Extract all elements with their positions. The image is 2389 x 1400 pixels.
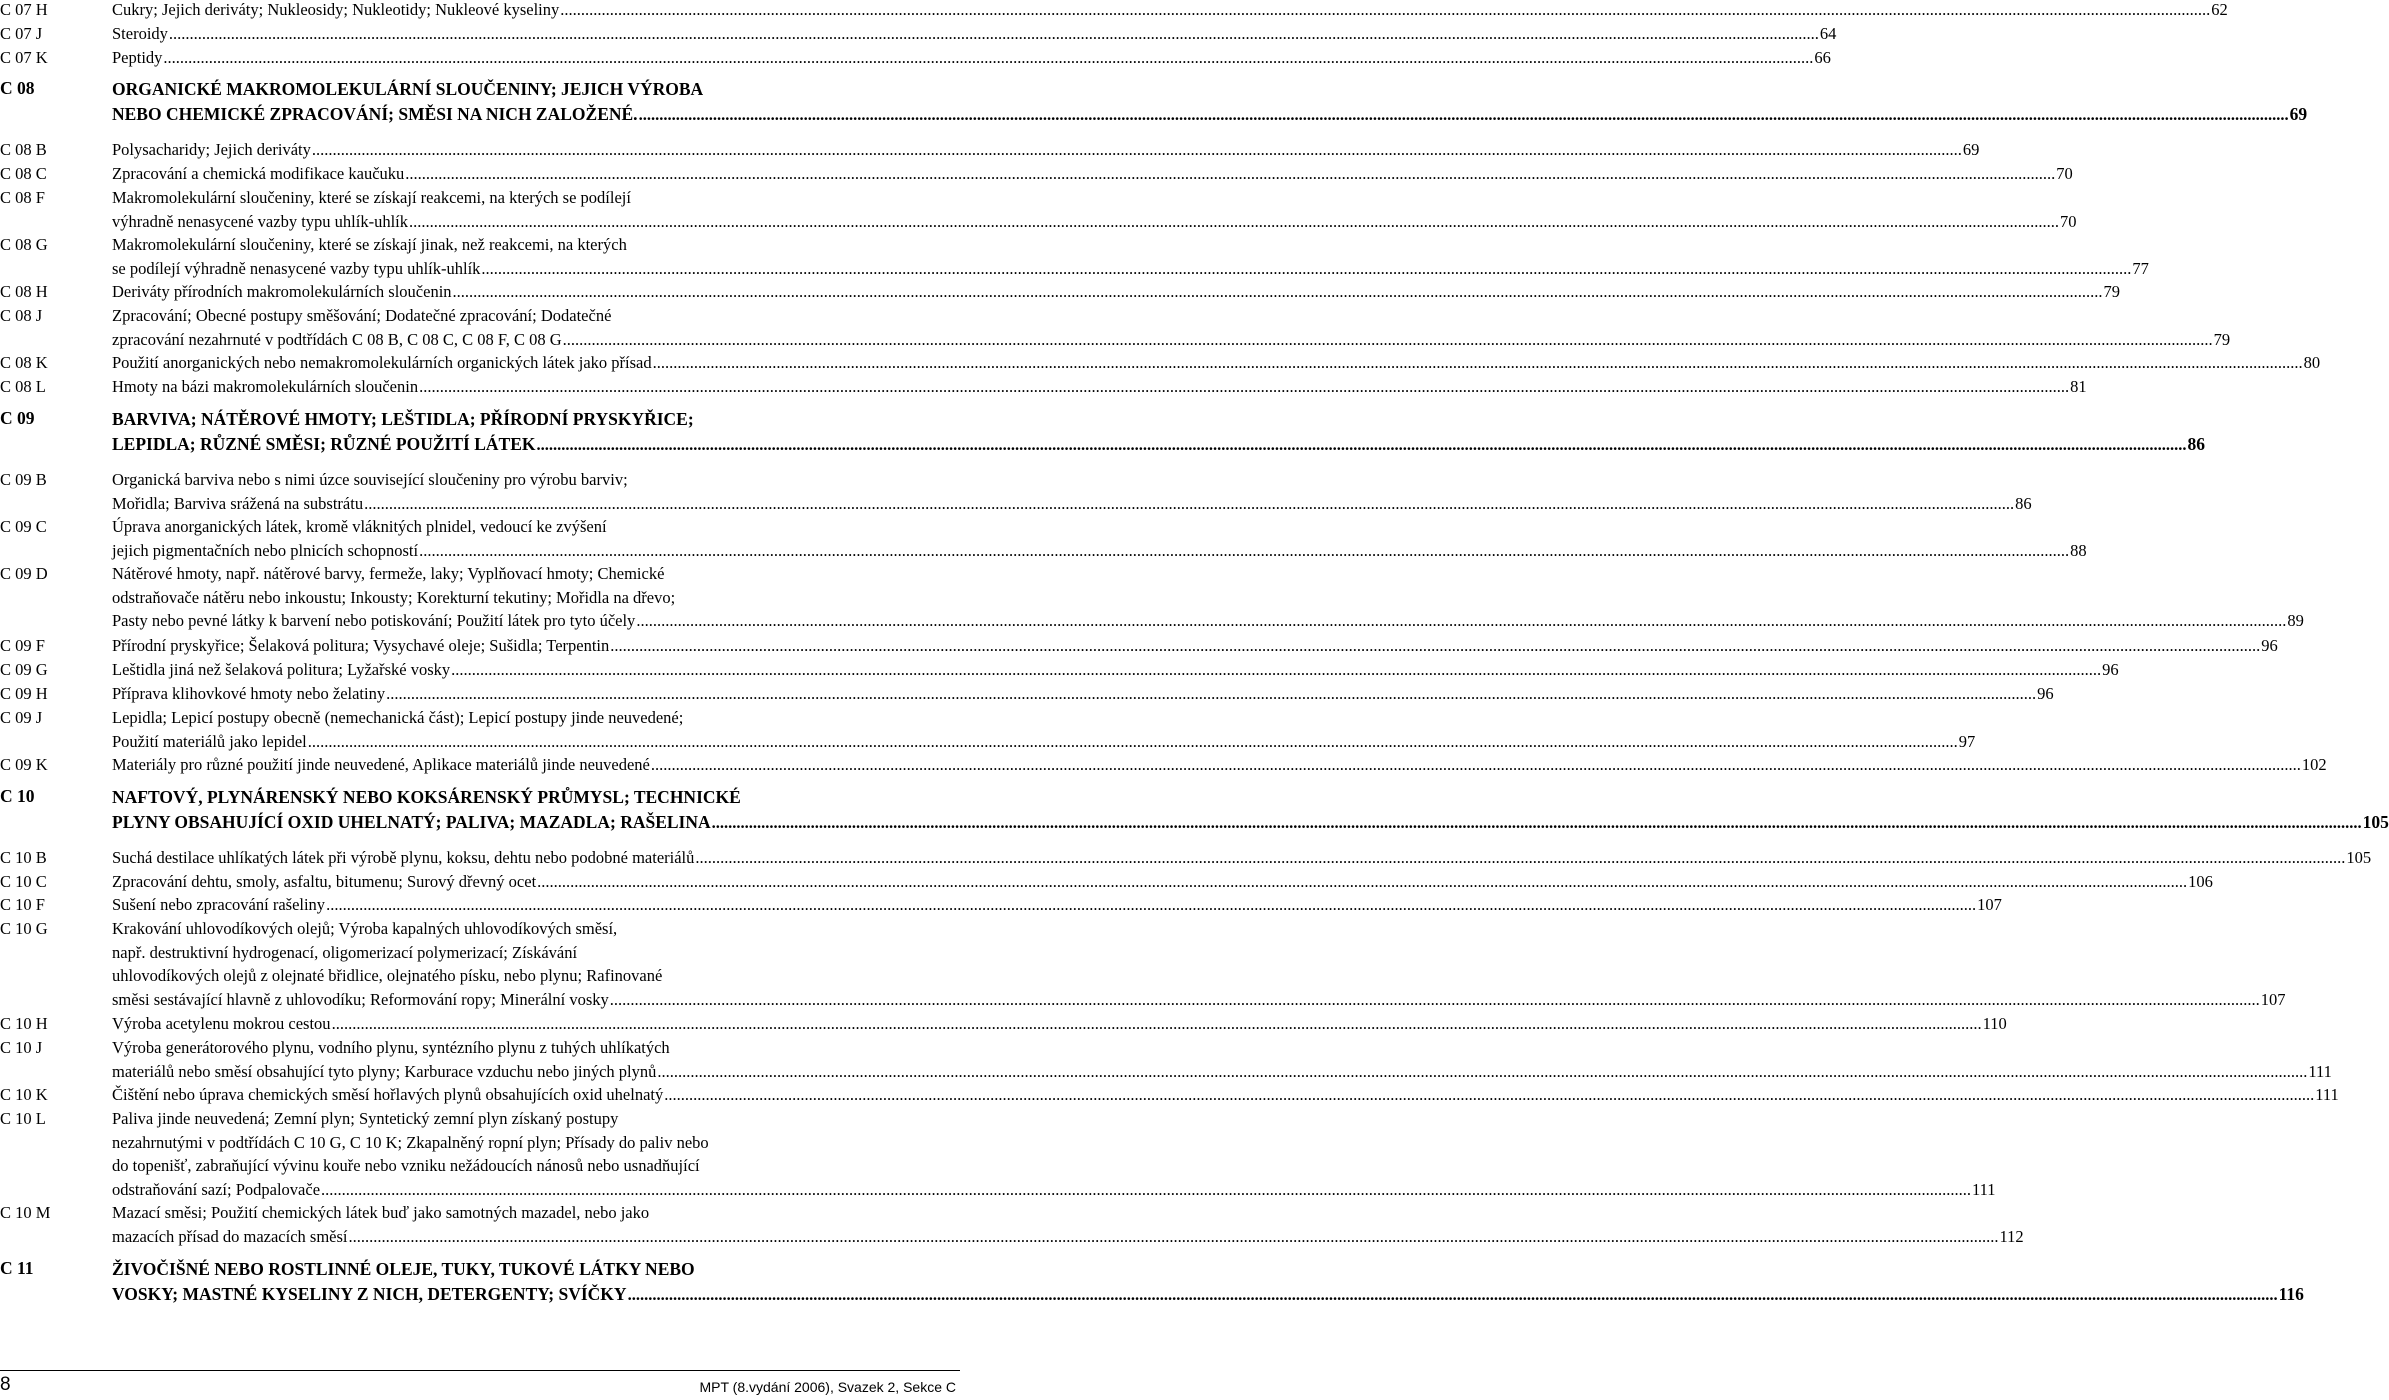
dot-leader: ................................................................................................................................................................................................................................................................................................................................................................................................................	[331, 1014, 1982, 1033]
toc-entry-last-line	[112, 1178, 1996, 1202]
dot-leader: ................................................................................................................................................................................................................................................................................................................................................................................................................	[348, 1226, 1999, 1246]
toc-entry-title-line: nezahrnutými v podtřídách C 10 G, C 10 K; Zkapalněný ropní plyn; Přísady do paliv nebo	[112, 1132, 709, 1152]
dot-leader: ................................................................................................................................................................................................................................................................................................................................................................................................................	[364, 493, 2015, 513]
toc-entry-last-line	[112, 1282, 2304, 1307]
toc-entry-title-line: Steroidy	[112, 24, 168, 43]
toc-entry-page-number: 69	[1962, 140, 1980, 159]
toc-entry-title-line: Hmoty na bázi makromolekulárních sloučenin	[112, 377, 419, 396]
toc-entry-title-line: NAFTOVÝ, PLYNÁRENSKÝ NEBO KOKSÁRENSKÝ PRŮMYSL; TECHNICKÉ	[112, 787, 741, 807]
toc-entry-page-number: 111	[2308, 1061, 2332, 1081]
toc-entry-page-number: 106	[2188, 872, 2213, 891]
toc-entry-page-number: 70	[2056, 164, 2073, 183]
toc-entry-title-line: Pasty nebo pevné látky k barvení nebo potiskování; Použití látek pro tyto účely	[112, 611, 636, 630]
toc-entry-last-line	[112, 22, 1837, 46]
dot-leader: ................................................................................................................................................................................................................................................................................................................................................................................................................	[695, 848, 2346, 867]
toc-entry-page-number: 111	[2315, 1085, 2339, 1104]
dot-leader: ................................................................................................................................................................................................................................................................................................................................................................................................................	[452, 282, 2103, 301]
toc-entry-title-line: se podílejí výhradně nenasycené vazby typu uhlík-uhlík	[112, 258, 481, 278]
toc-entry-title-line: Materiály pro různé použití jinde neuvedené, Aplikace materiálů jinde neuvedené	[112, 755, 650, 774]
toc-entry-last-line	[112, 810, 2389, 835]
toc-entry-code: C 07 K	[0, 48, 48, 67]
toc-entry-code: C 10 G	[0, 919, 48, 938]
toc-entry-title-line: Krakování uhlovodíkových olejů; Výroba kapalných uhlovodíkových směsí,	[112, 919, 618, 938]
toc-entry-title	[112, 682, 2054, 706]
toc-entry-page-number: 97	[1958, 731, 1976, 751]
toc-entry-title-line: Použití anorganických nebo nemakromolekulárních organických látek jako přísad	[112, 353, 652, 372]
toc-entry-title	[112, 562, 2304, 633]
toc-entry-code: C 10 K	[0, 1085, 48, 1104]
toc-entry-page-number: 86	[2015, 493, 2032, 513]
toc-entry-last-line	[112, 375, 2087, 399]
toc-entry-title	[112, 870, 2213, 894]
dot-leader: ................................................................................................................................................................................................................................................................................................................................................................................................................	[163, 48, 1814, 67]
toc-entry-page-number: 105	[2346, 848, 2372, 867]
toc-entry-title	[112, 162, 2073, 186]
toc-entry-title	[112, 138, 1980, 162]
dot-leader: ................................................................................................................................................................................................................................................................................................................................................................................................................	[326, 895, 1977, 914]
dot-leader: ................................................................................................................................................................................................................................................................................................................................................................................................................	[537, 872, 2188, 891]
toc-entry-code: C 08 L	[0, 377, 46, 396]
toc-entry-code: C 08 K	[0, 353, 48, 372]
dot-leader: ................................................................................................................................................................................................................................................................................................................................................................................................................	[307, 731, 1958, 751]
toc-entry-title	[112, 1201, 2024, 1248]
toc-entry-code: C 10 J	[0, 1038, 43, 1057]
toc-entry-title-line: odstraňování sazí; Podpalovače	[112, 1179, 321, 1199]
toc-entry-page-number: 79	[2103, 282, 2121, 301]
toc-entry-page-number: 112	[1999, 1226, 2024, 1246]
toc-entry-last-line	[112, 46, 1831, 70]
toc-entry-code: C 07 J	[0, 24, 43, 43]
toc-entry-title-line: Příprava klihovkové hmoty nebo želatiny	[112, 684, 386, 703]
toc-entry-last-line	[112, 870, 2213, 894]
toc-entry-last-line	[112, 328, 2231, 352]
toc-entry-title-line: zpracování nezahrnuté v podtřídách C 08 B, C 08 C, C 08 F, C 08 G	[112, 329, 562, 349]
toc-entry-title-line: NEBO CHEMICKÉ ZPRACOVÁNÍ; SMĚSI NA NICH ZALOŽENÉ.	[112, 103, 638, 124]
dot-leader: ................................................................................................................................................................................................................................................................................................................................................................................................................	[560, 0, 2211, 19]
toc-entry-title-line: výhradně nenasycené vazby typu uhlík-uhlík	[112, 211, 408, 231]
dot-leader: ................................................................................................................................................................................................................................................................................................................................................................................................................	[636, 611, 2287, 630]
toc-entry-page-number: 107	[2260, 989, 2286, 1009]
toc-entry-title-line: Zpracování; Obecné postupy směšování; Dodatečné zpracování; Dodatečné	[112, 306, 612, 325]
toc-entry-last-line	[112, 539, 2087, 563]
toc-entry-title-line: ŽIVOČIŠNÉ NEBO ROSTLINNÉ OLEJE, TUKY, TUKOVÉ LÁTKY NEBO	[112, 1259, 695, 1279]
toc-entry-title-line: Deriváty přírodních makromolekulárních sloučenin	[112, 282, 452, 301]
toc-entry-code: C 11	[0, 1258, 34, 1278]
toc-entry-title	[112, 1036, 2332, 1083]
toc-entry-title-line: Suchá destilace uhlíkatých látek při výrobě plynu, koksu, dehtu nebo podobné materiálů	[112, 848, 695, 867]
toc-entry-code: C 10	[0, 786, 35, 806]
toc-entry-title-line: materiálů nebo směsí obsahující tyto plyny; Karburace vzduchu nebo jiných plynů	[112, 1061, 657, 1081]
toc-entry-last-line	[112, 351, 2321, 375]
toc-entry-title-line: Úprava anorganických látek, kromě vláknitých plnidel, vedoucí ke zvýšení	[112, 517, 607, 536]
toc-entry-title	[112, 46, 1831, 70]
toc-entry-title-line: např. destruktivní hydrogenací, oligomerizací polymerizací; Získávání	[112, 942, 578, 962]
footer-rule	[0, 1370, 960, 1371]
toc-entry-code: C 09 H	[0, 684, 48, 703]
toc-entry-title-line: Mazací směsi; Použití chemických látek buď jako samotných mazadel, nebo jako	[112, 1203, 650, 1222]
toc-entry-code: C 08 H	[0, 282, 48, 301]
toc-entry-title	[112, 785, 2389, 834]
toc-entry-code: C 08 F	[0, 188, 45, 207]
toc-entry-last-line	[112, 893, 2002, 917]
footer-page-number: 8	[0, 1374, 11, 1395]
toc-entry-title-line: Přírodní pryskyřice; Šelaková politura; Vysychavé oleje; Sušidla; Terpentin	[112, 636, 610, 655]
toc-entry-title-line: ORGANICKÉ MAKROMOLEKULÁRNÍ SLOUČENINY; JEJICH VÝROBA	[112, 79, 704, 99]
toc-entry-page-number: 80	[2303, 353, 2321, 372]
toc-entry-last-line	[112, 609, 2304, 633]
toc-entry-last-line	[112, 0, 2228, 22]
toc-entry-last-line	[112, 102, 2308, 127]
toc-entry-code: C 10 C	[0, 872, 47, 891]
toc-entry-title-line: Makromolekulární sloučeniny, které se získají reakcemi, na kterých se podílejí	[112, 188, 631, 207]
toc-entry-title-line: uhlovodíkových olejů z olejnaté břidlice, olejnatého písku, nebo plynu; Rafinované	[112, 966, 663, 985]
dot-leader: ................................................................................................................................................................................................................................................................................................................................................................................................................	[711, 812, 2362, 832]
toc-entry-page-number: 107	[1977, 895, 2002, 914]
toc-entry-last-line	[112, 634, 2278, 658]
dot-leader: ................................................................................................................................................................................................................................................................................................................................................................................................................	[562, 329, 2213, 349]
toc-entry-page-number: 102	[2301, 755, 2327, 774]
toc-entry-last-line	[112, 210, 2077, 234]
dot-leader: ................................................................................................................................................................................................................................................................................................................................................................................................................	[638, 104, 2289, 124]
toc-entry-title-line: odstraňovače nátěru nebo inkoustu; Inkousty; Korekturní tekutiny; Mořidla na dřevo;	[112, 587, 676, 607]
toc-entry-page-number: 69	[2289, 103, 2308, 124]
toc-entry-code: C 08 C	[0, 164, 47, 183]
toc-entry-title-line: Výroba acetylenu mokrou cestou	[112, 1014, 331, 1033]
dot-leader: ................................................................................................................................................................................................................................................................................................................................................................................................................	[321, 1179, 1972, 1199]
toc-entry-page-number: 62	[2211, 0, 2228, 19]
toc-entry-page-number: 86	[2187, 433, 2205, 454]
toc-entry-code: C 07 H	[0, 0, 48, 19]
dot-leader: ................................................................................................................................................................................................................................................................................................................................................................................................................	[419, 540, 2070, 560]
dot-leader: ................................................................................................................................................................................................................................................................................................................................................................................................................	[451, 660, 2102, 679]
toc-entry-page-number: 81	[2070, 377, 2087, 396]
toc-entry-code: C 10 F	[0, 895, 45, 914]
toc-entry-title	[112, 917, 2286, 1011]
toc-entry-last-line	[112, 138, 1980, 162]
toc-entry-title-line: Zpracování a chemická modifikace kaučuku	[112, 164, 405, 183]
toc-entry-title	[112, 1107, 1996, 1201]
toc-entry-page-number: 88	[2070, 540, 2087, 560]
toc-entry-title	[112, 468, 2032, 515]
toc-entry-last-line	[112, 280, 2121, 304]
toc-entry-code: C 09 D	[0, 564, 48, 583]
toc-entry-last-line	[112, 1225, 2024, 1249]
toc-entry-code: C 10 B	[0, 848, 47, 867]
toc-entry-title-line: Nátěrové hmoty, např. nátěrové barvy, fermeže, laky; Vyplňovací hmoty; Chemické	[112, 564, 665, 583]
dot-leader: ................................................................................................................................................................................................................................................................................................................................................................................................................	[405, 164, 2056, 183]
toc-entry-last-line	[112, 432, 2205, 457]
toc-entry-title-line: Paliva jinde neuvedená; Zemní plyn; Syntetický zemní plyn získaný postupy	[112, 1109, 619, 1128]
toc-entry-code: C 09	[0, 408, 35, 428]
toc-entry-last-line	[112, 682, 2054, 706]
toc-entry-title-line: Výroba generátorového plynu, vodního plynu, syntézního plynu z tuhých uhlíkatých	[112, 1038, 670, 1057]
toc-entry-last-line	[112, 1083, 2339, 1107]
toc-entry-title	[112, 0, 2228, 22]
toc-entry-title-line: BARVIVA; NÁTĚROVÉ HMOTY; LEŠTIDLA; PŘÍRODNÍ PRYSKYŘICE;	[112, 409, 694, 429]
toc-entry-title-line: PLYNY OBSAHUJÍCÍ OXID UHELNATÝ; PALIVA; MAZADLA; RAŠELINA	[112, 811, 711, 832]
toc-entry-page-number: 70	[2060, 211, 2077, 231]
dot-leader: ................................................................................................................................................................................................................................................................................................................................................................................................................	[657, 1061, 2308, 1081]
toc-entry-title-line: Mořidla; Barviva srážená na substrátu	[112, 493, 364, 513]
toc-entry-title-line: Organická barviva nebo s nimi úzce související sloučeniny pro výrobu barviv;	[112, 470, 628, 489]
dot-leader: ................................................................................................................................................................................................................................................................................................................................................................................................................	[609, 989, 2260, 1009]
toc-entry-title-line: mazacích přísad do mazacích směsí	[112, 1226, 348, 1246]
dot-leader: ................................................................................................................................................................................................................................................................................................................................................................................................................	[168, 24, 1819, 43]
toc-entry-page-number: 64	[1819, 24, 1837, 43]
toc-entry-title	[112, 280, 2121, 304]
dot-leader: ................................................................................................................................................................................................................................................................................................................................................................................................................	[409, 211, 2059, 231]
toc-entry-title	[112, 375, 2087, 399]
toc-entry-title	[112, 77, 2308, 126]
toc-entry-last-line	[112, 753, 2327, 777]
dot-leader: ................................................................................................................................................................................................................................................................................................................................................................................................................	[386, 684, 2037, 703]
toc-entry-code: C 09 G	[0, 660, 48, 679]
toc-entry-title	[112, 658, 2119, 682]
toc-entry-page-number: 66	[1814, 48, 1831, 67]
toc-entry-code: C 09 F	[0, 636, 45, 655]
toc-entry-title	[112, 893, 2002, 917]
dot-leader: ................................................................................................................................................................................................................................................................................................................................................................................................................	[419, 377, 2070, 396]
toc-entry-title-line: Sušení nebo zpracování rašeliny	[112, 895, 326, 914]
toc-entry-last-line	[112, 988, 2286, 1012]
toc-entry-code: C 10 L	[0, 1109, 46, 1128]
toc-entry-title	[112, 186, 2077, 233]
toc-entry-title	[112, 706, 1976, 753]
toc-entry-title	[112, 515, 2087, 562]
dot-leader: ................................................................................................................................................................................................................................................................................................................................................................................................................	[627, 1284, 2278, 1304]
toc-entry-last-line	[112, 846, 2372, 870]
dot-leader: ................................................................................................................................................................................................................................................................................................................................................................................................................	[664, 1085, 2315, 1104]
toc-entry-title-line: VOSKY; MASTNÉ KYSELINY Z NICH, DETERGENTY; SVÍČKY	[112, 1283, 627, 1304]
dot-leader: ................................................................................................................................................................................................................................................................................................................................................................................................................	[481, 258, 2132, 278]
toc-entry-title-line: LEPIDLA; RŮZNÉ SMĚSI; RŮZNÉ POUŽITÍ LÁTEK	[112, 433, 536, 454]
toc-entry-title	[112, 407, 2205, 456]
toc-entry-title-line: směsi sestávající hlavně z uhlovodíku; Reformování ropy; Minerální vosky	[112, 989, 609, 1009]
toc-entry-code: C 08 J	[0, 306, 43, 325]
toc-entry-last-line	[112, 492, 2032, 516]
footer-source: MPT (8.vydání 2006), Svazek 2, Sekce C	[699, 1379, 956, 1395]
toc-entry-page-number: 111	[1972, 1179, 1996, 1199]
toc-entry-code: C 08	[0, 78, 35, 98]
toc-entry-last-line	[112, 162, 2073, 186]
toc-entry-title-line: do topenišť, zabraňující vývinu kouře nebo vzniku nežádoucích nánosů nebo usnadňující	[112, 1156, 700, 1175]
dot-leader: ................................................................................................................................................................................................................................................................................................................................................................................................................	[311, 140, 1962, 159]
toc-entry-title-line: Leštidla jiná než šelaková politura; Lyžařské vosky	[112, 660, 451, 679]
toc-entry-code: C 10 H	[0, 1014, 48, 1033]
toc-entry-page-number: 77	[2132, 258, 2149, 278]
toc-entry-title-line: Peptidy	[112, 48, 163, 67]
toc-entry-last-line	[112, 257, 2149, 281]
toc-entry-title	[112, 351, 2321, 375]
toc-entry-code: C 08 B	[0, 140, 47, 159]
toc-entry-title	[112, 1012, 2007, 1036]
toc-entry-title	[112, 753, 2327, 777]
toc-entry-code: C 09 K	[0, 755, 48, 774]
toc-entry-title	[112, 1083, 2339, 1107]
toc-entry-last-line	[112, 658, 2119, 682]
toc-entry-page-number: 105	[2362, 811, 2389, 832]
toc-entry-page-number: 110	[1982, 1014, 2007, 1033]
toc-entry-title	[112, 1257, 2304, 1306]
toc-entry-page-number: 96	[2261, 636, 2278, 655]
toc-entry-title	[112, 846, 2372, 870]
toc-entry-title-line: Lepidla; Lepicí postupy obecně (nemechanická část); Lepicí postupy jinde neuvedené;	[112, 708, 684, 727]
toc-entry-code: C 10 M	[0, 1203, 51, 1222]
dot-leader: ................................................................................................................................................................................................................................................................................................................................................................................................................	[610, 636, 2261, 655]
toc-entry-page-number: 116	[2278, 1283, 2304, 1304]
toc-entry-title-line: jejich pigmentačních nebo plnicích schopností	[112, 540, 419, 560]
toc-entry-code: C 08 G	[0, 235, 48, 254]
dot-leader: ................................................................................................................................................................................................................................................................................................................................................................................................................	[536, 434, 2187, 454]
toc-entry-page-number: 89	[2287, 611, 2304, 630]
toc-entry-page-number: 96	[2037, 684, 2054, 703]
toc-entry-last-line	[112, 730, 1976, 754]
toc-entry-title-line: Cukry; Jejich deriváty; Nukleosidy; Nukleotidy; Nukleové kyseliny	[112, 0, 560, 19]
toc-entry-title-line: Čištění nebo úprava chemických směsí hořlavých plynů obsahujících oxid uhelnatý	[112, 1085, 664, 1104]
toc-entry-title-line: Zpracování dehtu, smoly, asfaltu, bitumenu; Surový dřevný ocet	[112, 872, 537, 891]
toc-entry-title-line: Makromolekulární sloučeniny, které se získají jinak, než reakcemi, na kterých	[112, 235, 627, 254]
toc-entry-code: C 09 B	[0, 470, 47, 489]
dot-leader: ................................................................................................................................................................................................................................................................................................................................................................................................................	[650, 755, 2301, 774]
toc-entry-page-number: 96	[2102, 660, 2119, 679]
toc-entry-title-line: Polysacharidy; Jejich deriváty	[112, 140, 311, 159]
toc-entry-title	[112, 304, 2231, 351]
toc-entry-code: C 09 C	[0, 517, 47, 536]
toc-entry-title	[112, 634, 2278, 658]
toc-entry-code: C 09 J	[0, 708, 43, 727]
toc-entry-last-line	[112, 1012, 2007, 1036]
toc-entry-last-line	[112, 1060, 2332, 1084]
toc-entry-title-line: Použití materiálů jako lepidel	[112, 731, 307, 751]
toc-entry-title	[112, 233, 2149, 280]
toc-entry-page-number: 79	[2213, 329, 2231, 349]
dot-leader: ................................................................................................................................................................................................................................................................................................................................................................................................................	[652, 353, 2303, 372]
toc-entry-title	[112, 22, 1837, 46]
